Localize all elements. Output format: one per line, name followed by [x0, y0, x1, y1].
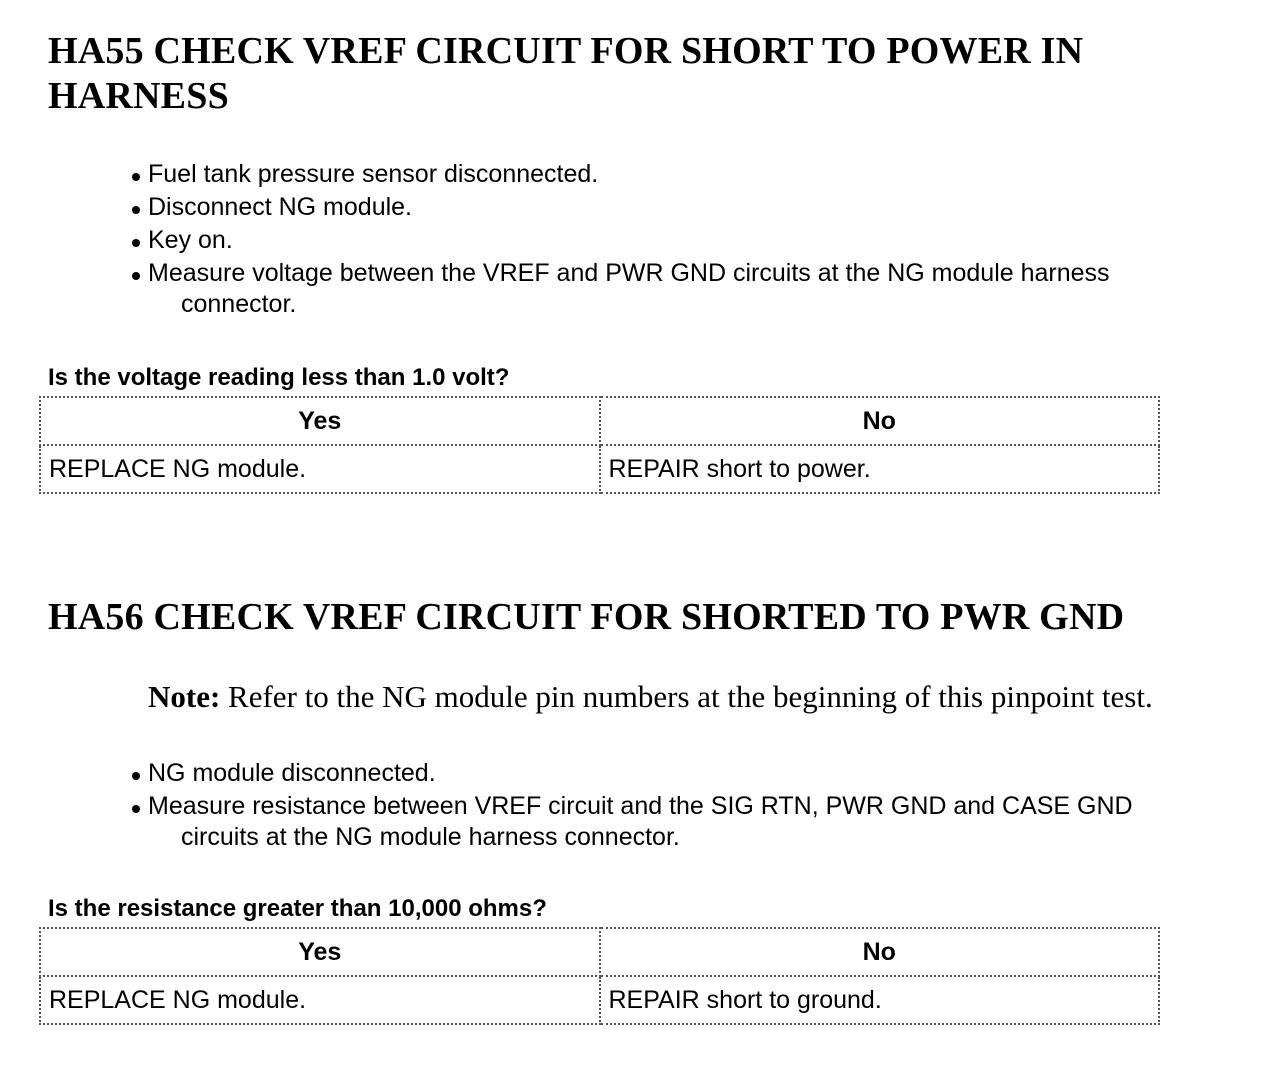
step-text-continued: circuits at the NG module harness connector. [181, 823, 680, 851]
list-item [130, 790, 1133, 854]
bullet-icon [132, 772, 140, 780]
list-item [130, 757, 1133, 790]
table-row [40, 445, 1159, 493]
decision-table-ha55 [39, 396, 1160, 494]
question-ha55: Is the voltage reading less than 1.0 volt? [48, 364, 510, 391]
table-header-row [40, 928, 1159, 976]
step-list-ha55 [130, 158, 1110, 321]
no-action: REPAIR short to power. [600, 445, 1160, 493]
yes-header: Yes [40, 928, 600, 976]
bullet-icon [132, 805, 140, 813]
step-text: Disconnect NG module. [148, 193, 413, 221]
step-text: Measure voltage between the VREF and PWR GND circuits at the NG module harness [148, 259, 1110, 287]
yes-action: REPLACE NG module. [40, 445, 600, 493]
no-header: No [600, 928, 1160, 976]
bullet-icon [132, 272, 140, 280]
list-item [130, 224, 1110, 257]
step-text: NG module disconnected. [148, 759, 436, 787]
no-header: No [600, 397, 1160, 445]
table-header-row [40, 397, 1159, 445]
yes-header: Yes [40, 397, 600, 445]
note [148, 678, 1153, 716]
list-item [130, 257, 1110, 321]
bullet-icon [132, 206, 140, 214]
list-item [130, 158, 1110, 191]
question-ha56: Is the resistance greater than 10,000 ohms? [48, 895, 547, 922]
note-text: Refer to the NG module pin numbers at the beginning of this pinpoint test. [220, 679, 1153, 714]
note-label: Note: [148, 679, 221, 714]
step-text: Measure resistance between VREF circuit and the SIG RTN, PWR GND and CASE GND [148, 792, 1133, 820]
bullet-icon [132, 173, 140, 181]
table-row [40, 976, 1159, 1024]
bullet-icon [132, 239, 140, 247]
no-action: REPAIR short to ground. [600, 976, 1160, 1024]
list-item [130, 191, 1110, 224]
step-text: Key on. [148, 226, 233, 254]
section-heading-ha56: HA56 CHECK VREF CIRCUIT FOR SHORTED TO PWR GND [48, 596, 1125, 638]
step-list-ha56 [130, 757, 1133, 854]
decision-table-ha56 [39, 927, 1160, 1025]
step-text-continued: connector. [181, 290, 297, 318]
step-text: Fuel tank pressure sensor disconnected. [148, 160, 599, 188]
yes-action: REPLACE NG module. [40, 976, 600, 1024]
section-heading-ha55: HA55 CHECK VREF CIRCUIT FOR SHORT TO POWER IN HARNESS [48, 30, 1084, 117]
